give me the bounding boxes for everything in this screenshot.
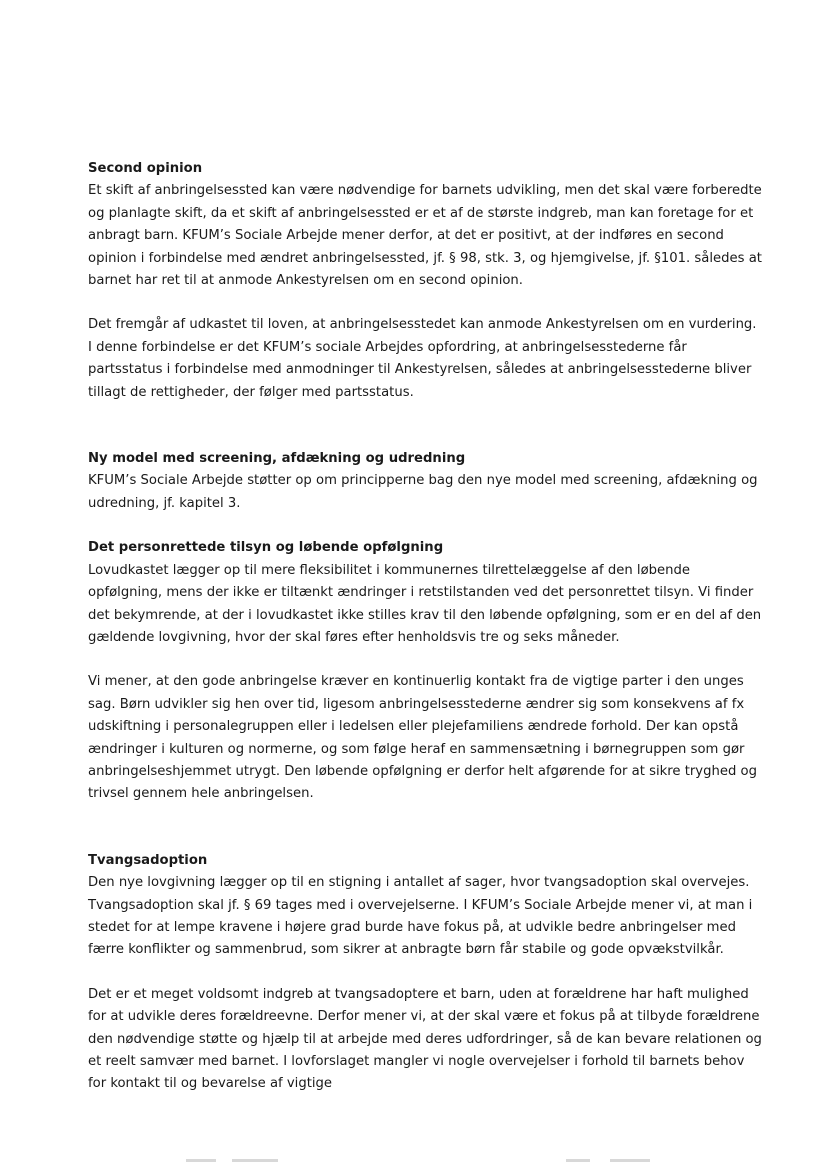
section-title: Det personrettede tilsyn og løbende opfølgning (88, 540, 444, 556)
section-tvangsadoption (88, 850, 764, 1096)
section-personrettede-tilsyn (88, 537, 764, 805)
section-title: Tvangsadoption (88, 852, 208, 868)
paragraph: Det er et meget voldsomt indgreb at tvangsadoptere et barn, uden at forældrene har haft mulighed for at udvikle deres forældreevne. Derfor mener vi, at der skal være et fokus på at tilbyde forældrene den nødvendige støtte og hjælp til at arbejde med deres udfordringer, så de kan bevare relationen og et reelt samvær med barnet. I lovforslaget mangler vi nogle overvejelser i forhold til barnets behov for kontakt til og bevarelse af vigtige (88, 986, 762, 1092)
section-title: Ny model med screening, afdækning og udredning (88, 451, 466, 467)
paragraph: Den nye lovgivning lægger op til en stigning i antallet af sager, hvor tvangsadoption skal overvejes. Tvangsadoption skal jf. § 69 tages med i overvejelserne. I KFUM’s Sociale Arbejde mener vi, at man i stedet for at lempe kravene i højere grad burde have fokus på, at udvikle bedre anbringelser med færre konflikter og sammenbrud, som sikrer at anbragte børn får stabile og gode opvækstvilkår. (88, 875, 753, 958)
section-title: Second opinion (88, 161, 203, 176)
paragraph: Det fremgår af udkastet til loven, at anbringelsesstedet kan anmode Ankestyrelsen om en vurdering. I denne forbindelse er det KFUM’s sociale Arbejdes opfordring, at anbringelsesstederne får partsstatus i forbindelse med anmodninger til Ankestyrelsen, således at anbringelsesstederne bliver tillagt de rettigheder, der følger med partsstatus. (88, 317, 757, 400)
scan-artifact (0, 1157, 826, 1165)
paragraph: Lovudkastet lægger op til mere fleksibilitet i kommunernes tilrettelæggelse af den løbende opfølgning, mens der ikke er tiltænkt ændringer i retstilstanden ved det personrettet tilsyn. Vi finder det bekymrende, at der i lovudkastet ikke stilles krav til den løbende opfølgning, som er en del af den gældende lovgivning, hvor der skal føres efter henholdsvis tre og seks måneder. (88, 562, 762, 645)
document-body (88, 158, 764, 1096)
paragraph: KFUM’s Sociale Arbejde støtter op om principperne bag den nye model med screening, afdækning og udredning, jf. kapitel 3. (88, 473, 758, 511)
section-ny-model (88, 448, 764, 515)
paragraph: Vi mener, at den gode anbringelse kræver en kontinuerlig kontakt fra de vigtige parter i den unges sag. Børn udvikler sig hen over tid, ligesom anbringelsesstederne ændrer sig som konsekvens af fx udskiftning i personalegruppen eller i ledelsen eller plejefamiliens ændrede forhold. Der kan opstå ændringer i kulturen og normerne, og som følge heraf en sammensætning i børnegruppen som gør anbringelseshjemmet utrygt. Den løbende opfølgning er derfor helt afgørende for at sikre tryghed og trivsel gennem hele anbringelsen. (88, 674, 757, 802)
paragraph: Et skift af anbringelsessted kan være nødvendige for barnets udvikling, men det skal være forberedte og planlagte skift, da et skift af anbringelsessted er et af de største indgreb, man kan foretage for et anbragt barn. KFUM’s Sociale Arbejde mener derfor, at det er positivt, at der indføres en second opinion i forbindelse med ændret anbringelsessted, jf. § 98, stk. 3, og hjemgivelse, jf. §101. således at barnet har ret til at anmode Ankestyrelsen om en second opinion. (88, 183, 762, 289)
section-second-opinion (88, 158, 764, 404)
